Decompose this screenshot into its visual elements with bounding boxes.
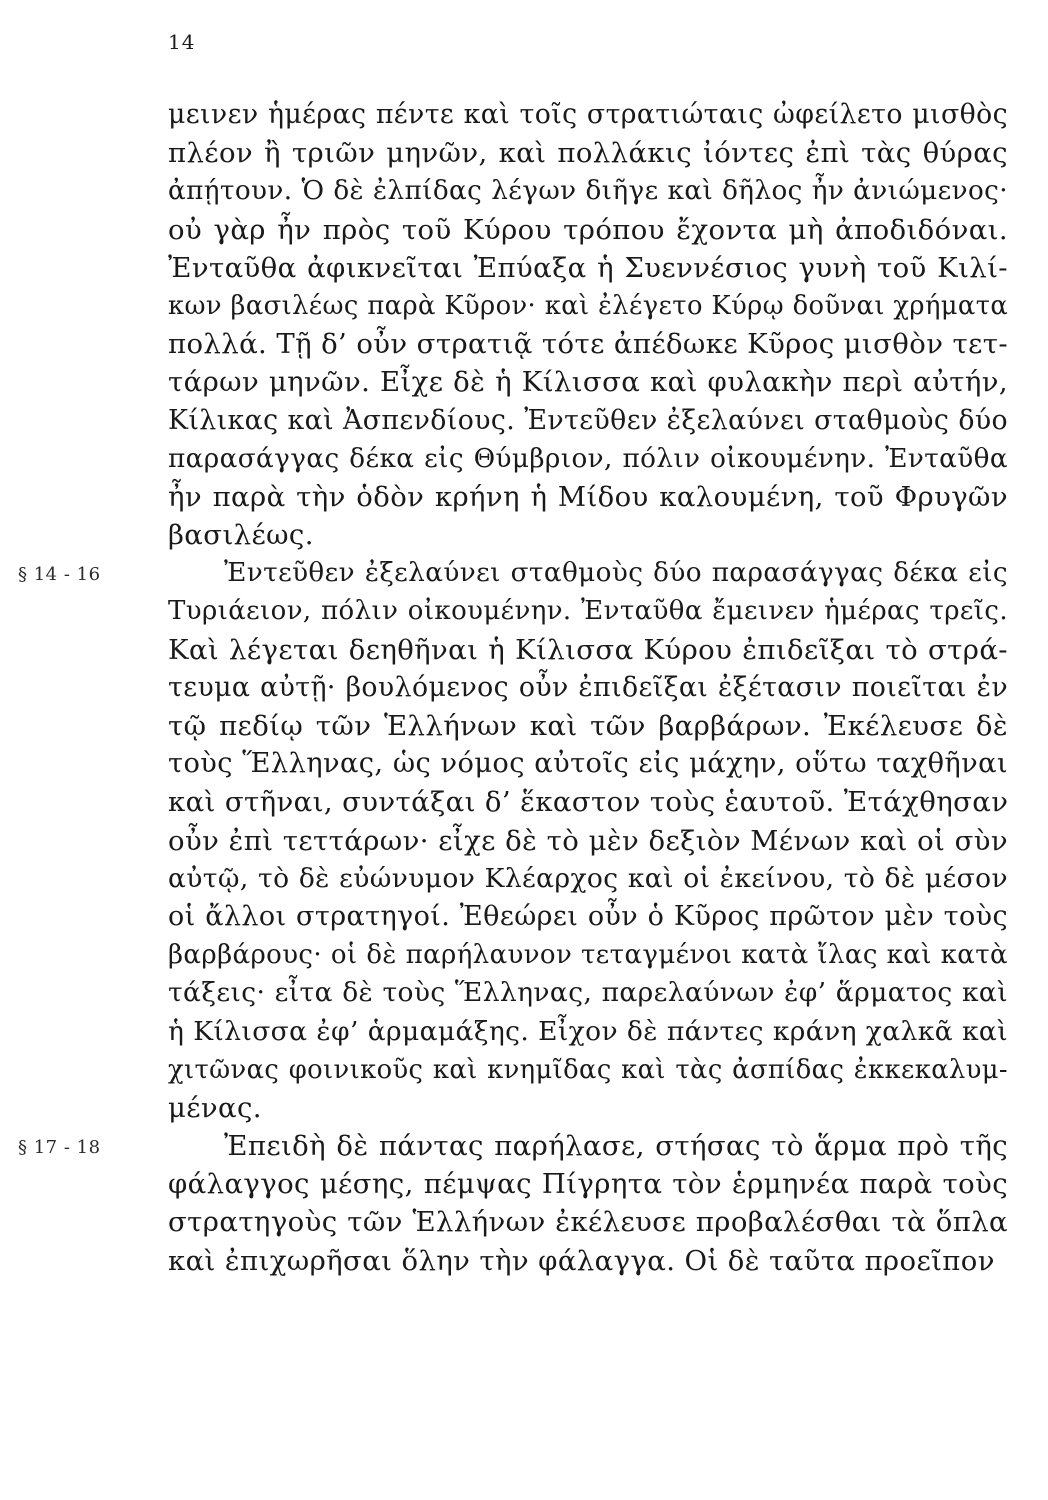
text-line: [18, 1127, 1008, 1165]
text-line: [168, 936, 1008, 974]
text-line: [168, 974, 1008, 1012]
line-text: τάξεις· εἶτα δὲ τοὺς Ἕλληνας, παρελαύνων ἐφ’ ἅρματος καὶ: [168, 977, 1008, 1009]
line-text: πλέον ἢ τριῶν μηνῶν, καὶ πολλάκις ἰόντες ἐπὶ τὰς θύρας: [168, 137, 1008, 170]
line-text: τευμα αὐτῇ· βουλόμενος οὖν ἐπιδεῖξαι ἐξέτασιν ποιεῖται ἐν: [168, 671, 1008, 703]
line-text: καὶ ἐπιχωρῆσαι ὅλην τὴν φάλαγγα. Οἱ δὲ ταῦτα προεῖπον: [168, 1244, 995, 1277]
text-line: [168, 516, 1008, 554]
text-line: [168, 440, 1008, 478]
text-line: [168, 287, 1008, 325]
line-text: κων βασιλέως παρὰ Κῦρον· καὶ ἐλέγετο Κύρῳ δοῦναι χρήματα: [168, 290, 1009, 321]
line-text: οὐ γὰρ ἦν πρὸς τοῦ Κύρου τρόπου ἔχοντα μὴ ἀποδιδόναι.: [168, 213, 1008, 246]
line-text: τάρων μηνῶν. Εἶχε δὲ ἡ Κίλισσα καὶ φυλακὴν περὶ αὐτήν,: [168, 366, 1008, 399]
line-text: Ἐνταῦθα ἀφικνεῖται Ἐπύαξα ἡ Συεννέσιος γυνὴ τοῦ Κιλί-: [168, 251, 1008, 284]
line-text: ἀπῄτουν. Ὁ δὲ ἐλπίδας λέγων διῆγε καὶ δῆλος ἦν ἀνιώμενος·: [168, 176, 1008, 207]
text-line: [168, 478, 1008, 516]
text-line: [168, 745, 1008, 783]
text-line: [168, 325, 1008, 363]
line-text: οὖν ἐπὶ τεττάρων· εἶχε δὲ τὸ μὲν δεξιὸν Μένων καὶ οἱ σὺν: [168, 824, 1008, 857]
line-text: πολλά. Τῇ δ’ οὖν στρατιᾷ τότε ἀπέδωκε Κῦρος μισθὸν τετ-: [168, 328, 1009, 361]
text-line: [168, 1051, 1008, 1089]
text-line: [168, 363, 1008, 401]
line-text: αὐτῷ, τὸ δὲ εὐώνυμον Κλέαρχος καὶ οἱ ἐκείνου, τὸ δὲ μέσον: [168, 862, 1008, 894]
page-number: 14: [168, 30, 196, 54]
line-text: Καὶ λέγεται δεηθῆναι ἡ Κίλισσα Κύρου ἐπιδεῖξαι τὸ στρά-: [168, 633, 1008, 666]
text-line: [168, 707, 1008, 745]
text-line: [168, 1203, 1008, 1241]
text-line: [168, 592, 1008, 630]
text-line: [168, 898, 1008, 936]
text-line: [168, 96, 1008, 134]
line-text: τῷ πεδίῳ τῶν Ἑλλήνων καὶ τῶν βαρβάρων. Ἐκέλευσε δὲ: [168, 710, 1008, 742]
line-text: οἱ ἄλλοι στρατηγοί. Ἐθεώρει οὖν ὁ Κῦρος πρῶτον μὲν τοὺς: [168, 900, 1008, 932]
line-text: Ἐπειδὴ δὲ πάντας παρήλασε, στήσας τὸ ἅρμα πρὸ τῆς: [224, 1130, 1008, 1163]
text-line: [168, 1089, 1008, 1127]
line-text: Κίλικας καὶ Ἀσπενδίους. Ἐντεῦθεν ἐξελαύνει σταθμοὺς δύο: [168, 404, 1008, 436]
line-text: ἦν παρὰ τὴν ὁδὸν κρήνη ἡ Μίδου καλουμένη, τοῦ Φρυγῶν: [168, 480, 1008, 513]
text-line: [168, 1165, 1008, 1203]
text-line: [168, 860, 1008, 898]
line-text: Τυριάειον, πόλιν οἰκουμένην. Ἐνταῦθα ἔμεινεν ἡμέρας τρεῖς.: [168, 596, 1008, 627]
text-line: [168, 669, 1008, 707]
line-text: βασιλέως.: [168, 519, 314, 552]
line-text: στρατηγοὺς τῶν Ἑλλήνων ἐκέλευσε προβαλέσθαι τὰ ὅπλα: [168, 1206, 1008, 1239]
text-line: [168, 1013, 1008, 1051]
line-text: φάλαγγος μέσης, πέμψας Πίγρητα τὸν ἑρμηνέα παρὰ τοὺς: [168, 1168, 1008, 1201]
text-line: [168, 822, 1008, 860]
line-text: μένας.: [168, 1091, 262, 1124]
line-text: καὶ στῆναι, συντάξαι δ’ ἕκαστον τοὺς ἑαυτοῦ. Ἐτάχθησαν: [168, 786, 1009, 819]
text-line: [168, 211, 1008, 249]
line-text: μεινεν ἡμέρας πέντε καὶ τοῖς στρατιώταις ὠφείλετο μισθὸς: [168, 99, 1008, 130]
section-marginal-note: § 17 - 18: [18, 1137, 101, 1159]
line-text: Ἐντεῦθεν ἐξελαύνει σταθμοὺς δύο παρασάγγας δέκα εἰς: [224, 558, 1008, 589]
body-text: [18, 96, 1009, 1280]
text-line: [168, 172, 1008, 210]
line-text: παρασάγγας δέκα εἰς Θύμβριον, πόλιν οἰκουμένην. Ἐνταῦθα: [168, 443, 1008, 474]
line-text: βαρβάρους· οἱ δὲ παρήλαυνον τεταγμένοι κατὰ ἴλας καὶ κατὰ: [168, 940, 1008, 971]
line-text: χιτῶνας φοινικοῦς καὶ κνημῖδας καὶ τὰς ἀσπίδας ἐκκεκαλυμ-: [168, 1054, 1008, 1085]
line-text: ἡ Κίλισσα ἐφ’ ἁρμαμάξης. Εἶχον δὲ πάντες κράνη χαλκᾶ καὶ: [168, 1015, 1008, 1047]
text-line: [168, 134, 1008, 172]
line-text: τοὺς Ἕλληνας, ὡς νόμος αὐτοῖς εἰς μάχην, οὕτω ταχθῆναι: [168, 748, 1008, 780]
text-line: [18, 554, 1008, 592]
text-line: [168, 402, 1008, 440]
section-marginal-note: § 14 - 16: [18, 564, 101, 586]
text-line: [168, 631, 1008, 669]
text-line: [168, 249, 1008, 287]
text-line: [168, 783, 1008, 821]
text-line: [168, 1242, 1008, 1280]
